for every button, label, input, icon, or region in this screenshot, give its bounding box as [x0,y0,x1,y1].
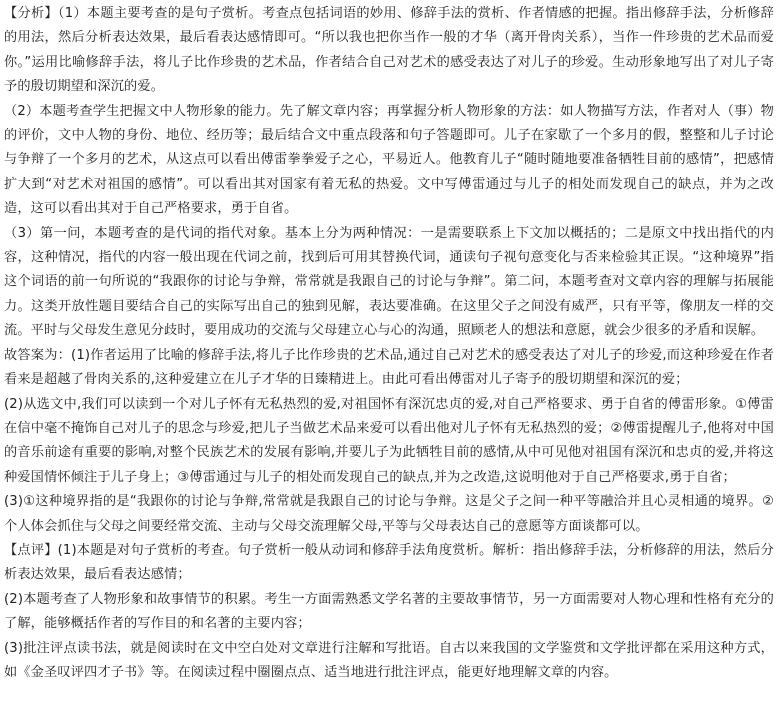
answer-section [4,344,774,539]
analysis-section [4,2,774,344]
analysis-paragraph-3: （3）第一问，本题考查的是代词的指代对象。基本上分为两种情况：一是需要联系上下文加以概括的；二是原文中找出指代的内容，这种情况，指代的内容一般出现在代词之前，找到后可用其替换代词，通读句子视句意变化与否来检验其正误。“这种境界”指这个词语的前一句所说的“我跟你的讨论与争辩，常常就是我跟自己的讨论与争辩”。第二问，本题考查对文章内容的理解与拓展能力。这类开放性题目要结合自己的实际写出自己的独到见解，表达要准确。在这里父子之间没有威严，只有平等，像朋友一样的交流。平时与父母发生意见分歧时，要用成功的交流与父母建立心与心的沟通，照顾老人的想法和意愿，就会少很多的矛盾和误解。 [4,225,774,339]
answer-paragraph-3: (3)①这种境界指的是“我跟你的讨论与争辩,常常就是我跟自己的讨论与争辩。这是父子之间一种平等融洽并且心灵相通的境界。②个人体会抓住与父母之间要经常交流、主动与父母交流理解父母,平等与父母表达自己的意愿等方面谈都可以。 [4,494,774,534]
comment-paragraph-3: (3)批注评点读书法，就是阅读时在文中空白处对文章进行注解和写批语。自古以来我国的文学鉴赏和文学批评都在采用这种方式，如《金圣叹评四才子书》等。在阅读过程中圈圈点点、适当地进行批注评点，能更好地理解文章的内容。 [4,640,774,680]
answer-paragraph-1: 故答案为：(1)作者运用了比喻的修辞手法,将儿子比作珍贵的艺术品,通过自己对艺术的感受表达了对儿子的珍爱,而这种珍爱在作者看来是超越了骨肉关系的,这种爱建立在儿子才华的日臻精进上。由此可看出傅雷对儿子寄予的殷切期望和深沉的爱； [4,347,774,388]
comment-paragraph-2: (2)本题考查了人物形象和故事情节的积累。考生一方面需熟悉文学名著的主要故事情节，另一方面需要对人物心理和性格有充分的了解，能够概括作者的写作目的和名著的主要内容； [4,591,774,632]
comment-section [4,539,774,685]
answer-paragraph-2: (2)从选文中,我们可以读到一个对儿子怀有无私热烈的爱,对祖国怀有深沉忠贞的爱,对自己严格要求、勇于自省的傅雷形象。①傅雷在信中毫不掩饰自己对儿子的思念与珍爱,把儿子当做艺术品来爱可以看出他对儿子怀有无私热烈的爱；②傅雷提醒儿子,他将对中国的音乐前途有重要的影响,对整个民族艺术的发展有影响,并要儿子为此牺牲目前的感情,从中可见他对祖国有深沉和忠贞的爱,并将这种爱国情怀倾注于儿子身上；③傅雷通过与儿子的相处而发现自己的缺点,并为之改造,这说明他对于自己严格要求,勇于自省； [4,396,774,485]
comment-paragraph-1: 【点评】(1)本题是对句子赏析的考查。句子赏析一般从动词和修辞手法角度赏析。解析：指出修辞手法，分析修辞的用法，然后分析表达效果，最后看表达感情； [4,542,774,583]
analysis-paragraph-2: （2）本题考查学生把握文中人物形象的能力。先了解文章内容；再掌握分析人物形象的方法：如人物描写方法，作者对人（事）物的评价，文中人物的身份、地位、经历等；最后结合文中重点段落和句子答题即可。儿子在家歇了一个多月的假，整整和儿子讨论与争辩了一个多月的艺术，从这点可以看出傅雷拳拳爱子之心，平易近人。他教育儿子“随时随地要准备牺牲目前的感情”，把感情扩大到“对艺术对祖国的感情”。可以看出其对国家有着无私的热爱。文中写傅雷通过与儿子的相处而发现自己的缺点，并为之改造，这可以看出其对于自己严格要求，勇于自省。 [4,103,774,217]
analysis-paragraph-1: 【分析】（1）本题主要考查的是句子赏析。考查点包括词语的妙用、修辞手法的赏析、作者情感的把握。指出修辞手法，分析修辞的用法，然后分析表达效果，最后看表达感情即可。“所以我也把你当作一般的才华（离开骨肉关系），当作一件珍贵的艺术品而爱你。”运用比喻修辞手法，将儿子比作珍贵的艺术品，作者结合自己对艺术的感受表达了对儿子的珍爱。生动形象地写出了对儿子寄予的殷切期望和深沉的爱。 [4,6,774,95]
